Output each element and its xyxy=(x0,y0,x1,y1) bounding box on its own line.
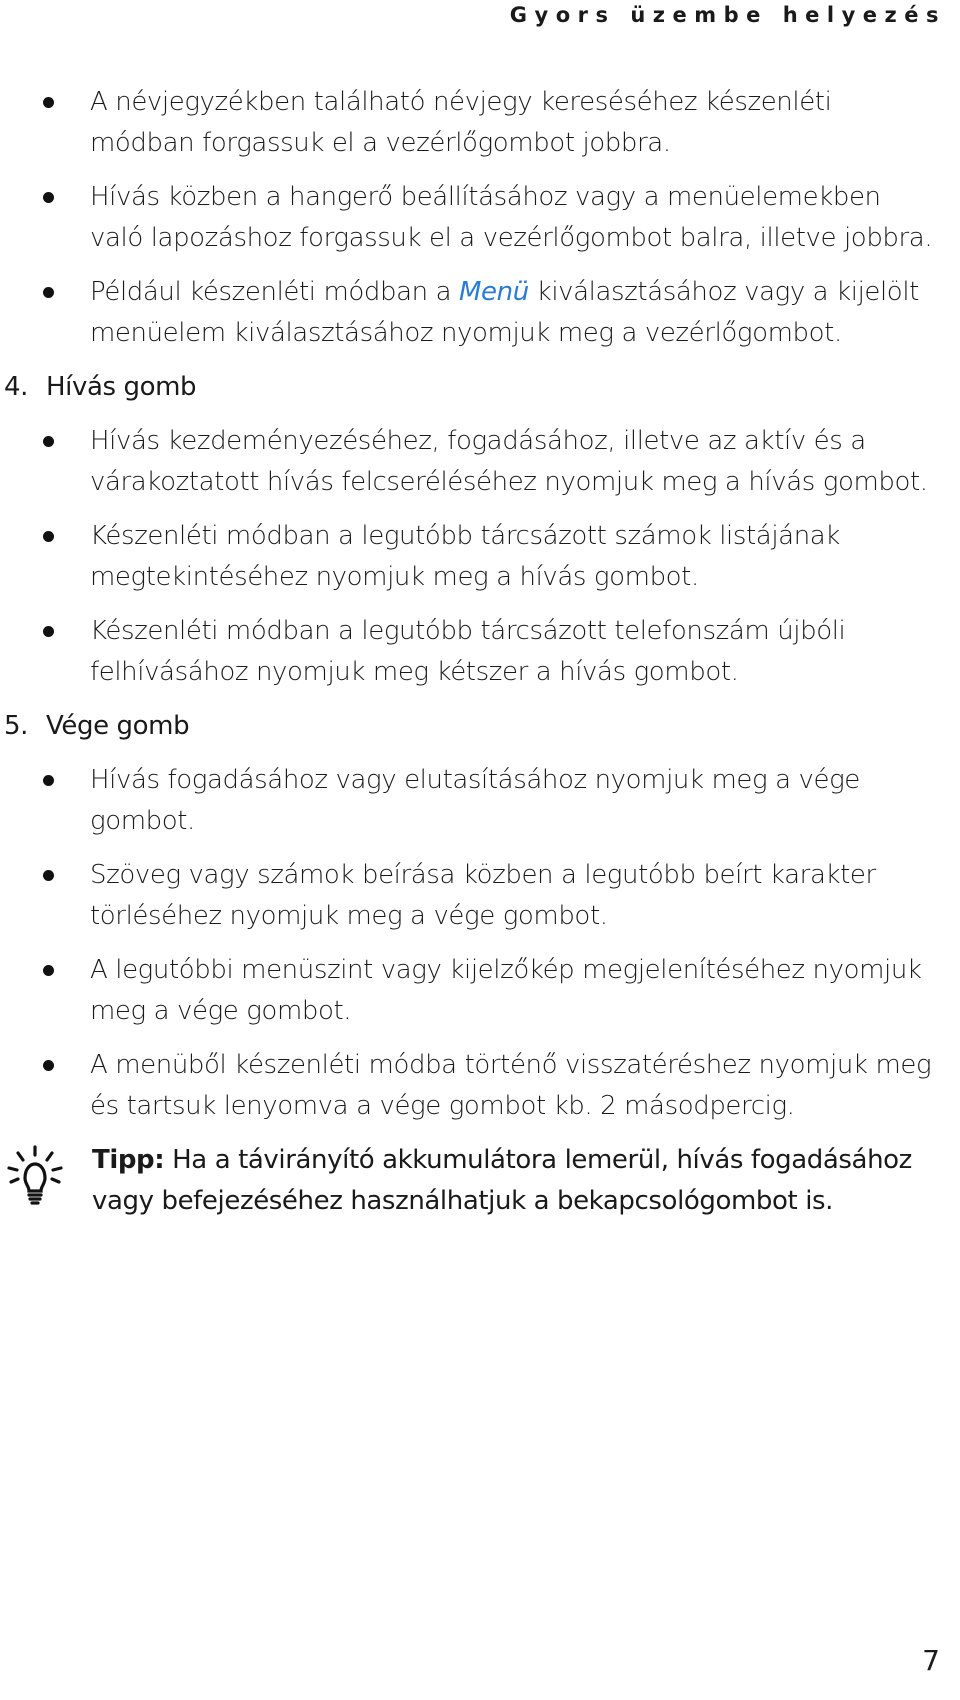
bullet-item: Hívás kezdeményezéséhez, fogadásához, illetve az aktív és a várakoztatott hívás felcseréléséhez nyomjuk meg a hívás gombot. xyxy=(0,421,940,503)
section-number: 4. xyxy=(4,372,29,402)
section-number: 5. xyxy=(4,711,29,741)
bullet-item: A menüből készenléti módba történő visszatéréshez nyomjuk meg és tartsuk lenyomva a vége gombot kb. 2 másodpercig. xyxy=(0,1045,940,1127)
section-title: Vége gomb xyxy=(46,711,190,741)
bullet-text: Például készenléti módban a xyxy=(90,277,459,307)
bullet-item: Készenléti módban a legutóbb tárcsázott telefonszám újbóli felhívásához nyomjuk meg kétszer a hívás gombot. xyxy=(0,611,940,693)
menu-softkey-label: Menü xyxy=(459,277,529,307)
lightbulb-icon xyxy=(6,1144,64,1206)
page-content xyxy=(0,82,940,1222)
page-number: 7 xyxy=(922,1644,940,1677)
bullet-text: kiválasztásához vagy a kijelölt menüelem kiválasztásához nyomjuk meg a vezérlőgombot. xyxy=(90,277,919,348)
section-heading-end-key xyxy=(4,706,940,747)
bullet-item xyxy=(0,272,940,354)
section-title: Hívás gomb xyxy=(46,372,197,402)
tip-text: Ha a távirányító akkumulátora lemerül, hívás fogadásához vagy befejezéséhez használhatjuk a bekapcsológombot is. xyxy=(92,1145,912,1216)
tip-block xyxy=(0,1140,940,1222)
running-header: Gyors üzembe helyezés xyxy=(509,3,946,27)
bullet-item: A névjegyzékben található névjegy kereséséhez készenléti módban forgassuk el a vezérlőgombot jobbra. xyxy=(0,82,940,164)
bullet-item: Szöveg vagy számok beírása közben a legutóbb beírt karakter törléséhez nyomjuk meg a vége gombot. xyxy=(0,855,940,937)
bullet-item: Hívás fogadásához vagy elutasításához nyomjuk meg a vége gombot. xyxy=(0,760,940,842)
bullet-item: Készenléti módban a legutóbb tárcsázott számok listájának megtekintéséhez nyomjuk meg a hívás gombot. xyxy=(0,516,940,598)
tip-label: Tipp: xyxy=(92,1145,165,1175)
bullet-item: Hívás közben a hangerő beállításához vagy a menüelemekben való lapozáshoz forgassuk el a vezérlőgombot balra, illetve jobbra. xyxy=(0,177,940,259)
section-heading-call-key xyxy=(4,367,940,408)
bullet-item: A legutóbbi menüszint vagy kijelzőkép megjelenítéséhez nyomjuk meg a vége gombot. xyxy=(0,950,940,1032)
